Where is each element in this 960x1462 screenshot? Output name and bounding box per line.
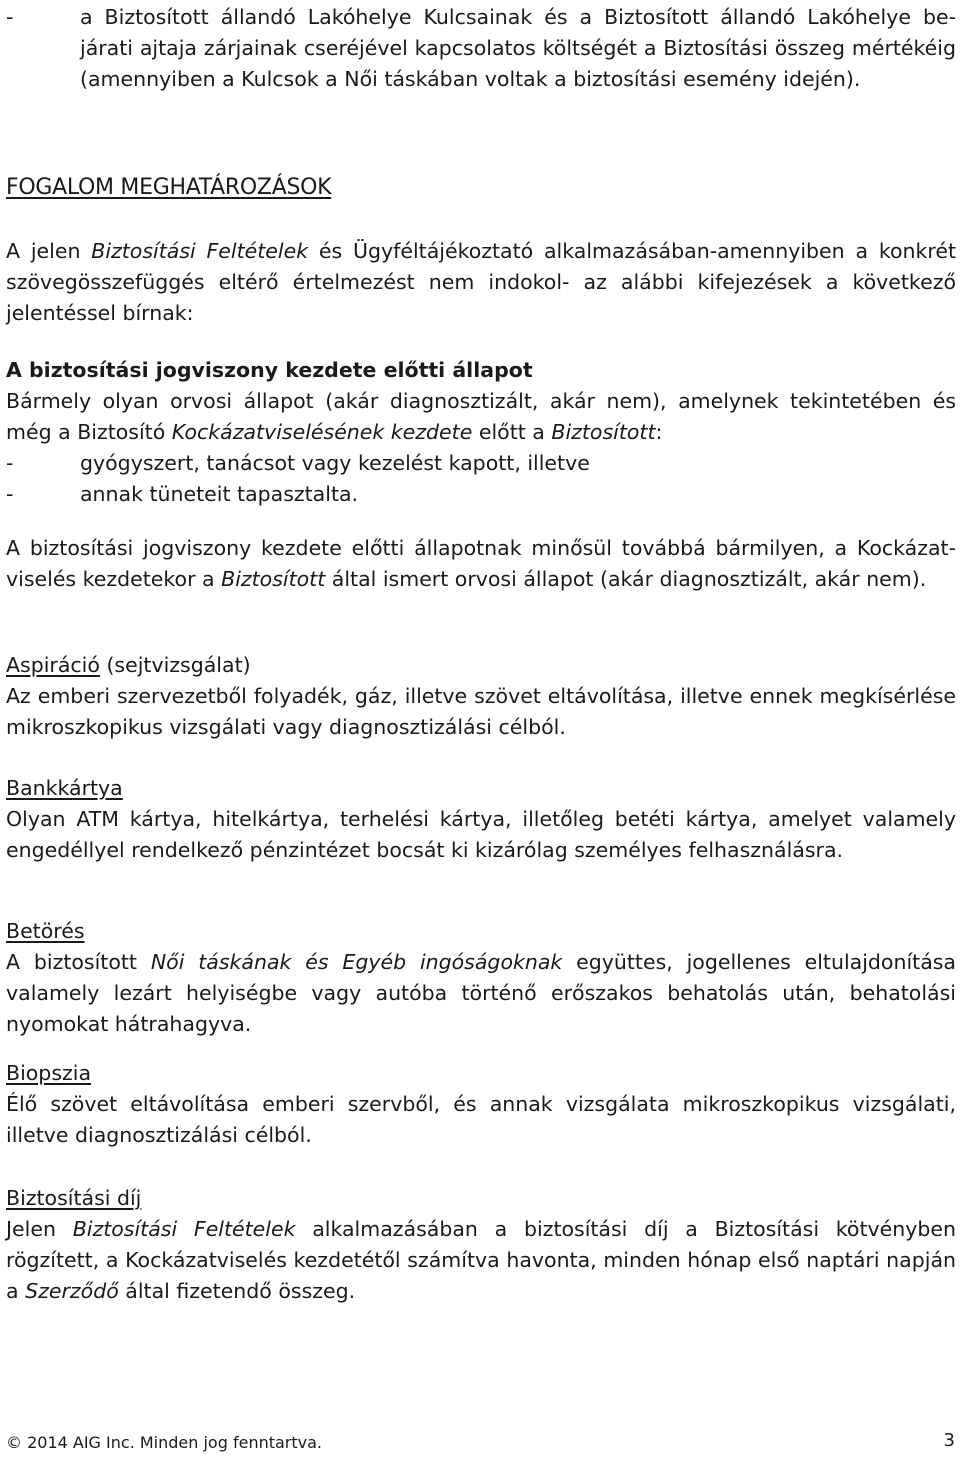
preexisting-paragraph-2: A biztosítási jogviszony kezdete előtti állapotnak minősül továbbá bármilyen, a Kockázat- viselés kezdetekor a Biztosított által ismert orvosi állapot (akár diagnosztizált, akár nem).: [6, 536, 956, 591]
intro-list-item: [6, 2, 956, 95]
term-title: Aspiráció: [6, 653, 100, 677]
section-heading: FOGALOM MEGHATÁROZÁSOK: [6, 175, 332, 200]
term-title: A biztosítási jogviszony kezdete előtti állapot: [6, 358, 533, 382]
intro-item-text: a Biztosított állandó Lakóhelye Kulcsainak és a Biztosított állandó Lakóhelye be- járati ajtaja zárjainak cseréjével kapcsolatos költségét a Biztosítási összeg mértékéig (amennyiben a Kulcsok a Női táskában voltak a biztosítási esemény idején).: [80, 5, 956, 91]
page-number: 3: [943, 1430, 955, 1451]
definition-betores: Betörés A biztosított Női táskának és Egyéb ingóságoknak együttes, jogellenes eltulajdonítása valamely lezárt helyiségbe vagy autóba történő erőszakos behatolás után, behatolási nyomokat hátrahagyva.: [6, 916, 956, 1040]
intro-paragraph: A jelen Biztosítási Feltételek és Ügyféltájékoztató alkalmazásában-amennyiben a konkrét szövegösszefüggés eltérő értelmezést nem indokol- az alábbi kifejezések a következő jelentéssel bírnak:: [6, 239, 957, 325]
list-item: - annak tüneteit tapasztalta.: [6, 482, 359, 506]
definition-preexisting: A biztosítási jogviszony kezdete előtti állapot Bármely olyan orvosi állapot (akár diagnosztizált, akár nem), amelynek tekintetében és még a Biztosító Kockázatviselésének kezdete előtt a Biztosított: - gyógyszert, tanácsot vagy kezelést kapott, illetve - annak tüneteit tapasztalta.: [6, 355, 956, 510]
term-title: Bankkártya: [6, 776, 123, 800]
term-title: Betörés: [6, 919, 85, 943]
definition-aspiracio: Aspiráció (sejtvizsgálat) Az emberi szervezetből folyadék, gáz, illetve szövet eltávolítása, illetve ennek megkísérlése mikroszkopikus vizsgálati vagy diagnosztizálási célból.: [6, 653, 956, 739]
term-title: Biopszia: [6, 1061, 92, 1085]
term-title: Biztosítási díj: [6, 1186, 142, 1210]
list-item: - gyógyszert, tanácsot vagy kezelést kapott, illetve: [6, 451, 590, 475]
list-dash: -: [6, 5, 14, 29]
definition-dij: Biztosítási díj Jelen Biztosítási Feltételek alkalmazásában a biztosítási díj a Biztosítási kötvényben rögzített, a Kockázatviselés kezdetétől számítva havonta, minden hónap első naptári napján a Szerződő által fizetendő összeg.: [6, 1183, 956, 1307]
definition-biopszia: Biopszia Élő szövet eltávolítása emberi szervből, és annak vizsgálata mikroszkopikus vizsgálati, illetve diagnosztizálási célból.: [6, 1058, 956, 1151]
copyright-footer: © 2014 AIG Inc. Minden jog fenntartva.: [6, 1433, 323, 1452]
definition-bankkartya: Bankkártya Olyan ATM kártya, hitelkártya, terhelési kártya, illetőleg betéti kártya, amelyet valamely engedéllyel rendelkező pénzintézet bocsát ki kizárólag személyes felhasználásra.: [6, 773, 956, 866]
